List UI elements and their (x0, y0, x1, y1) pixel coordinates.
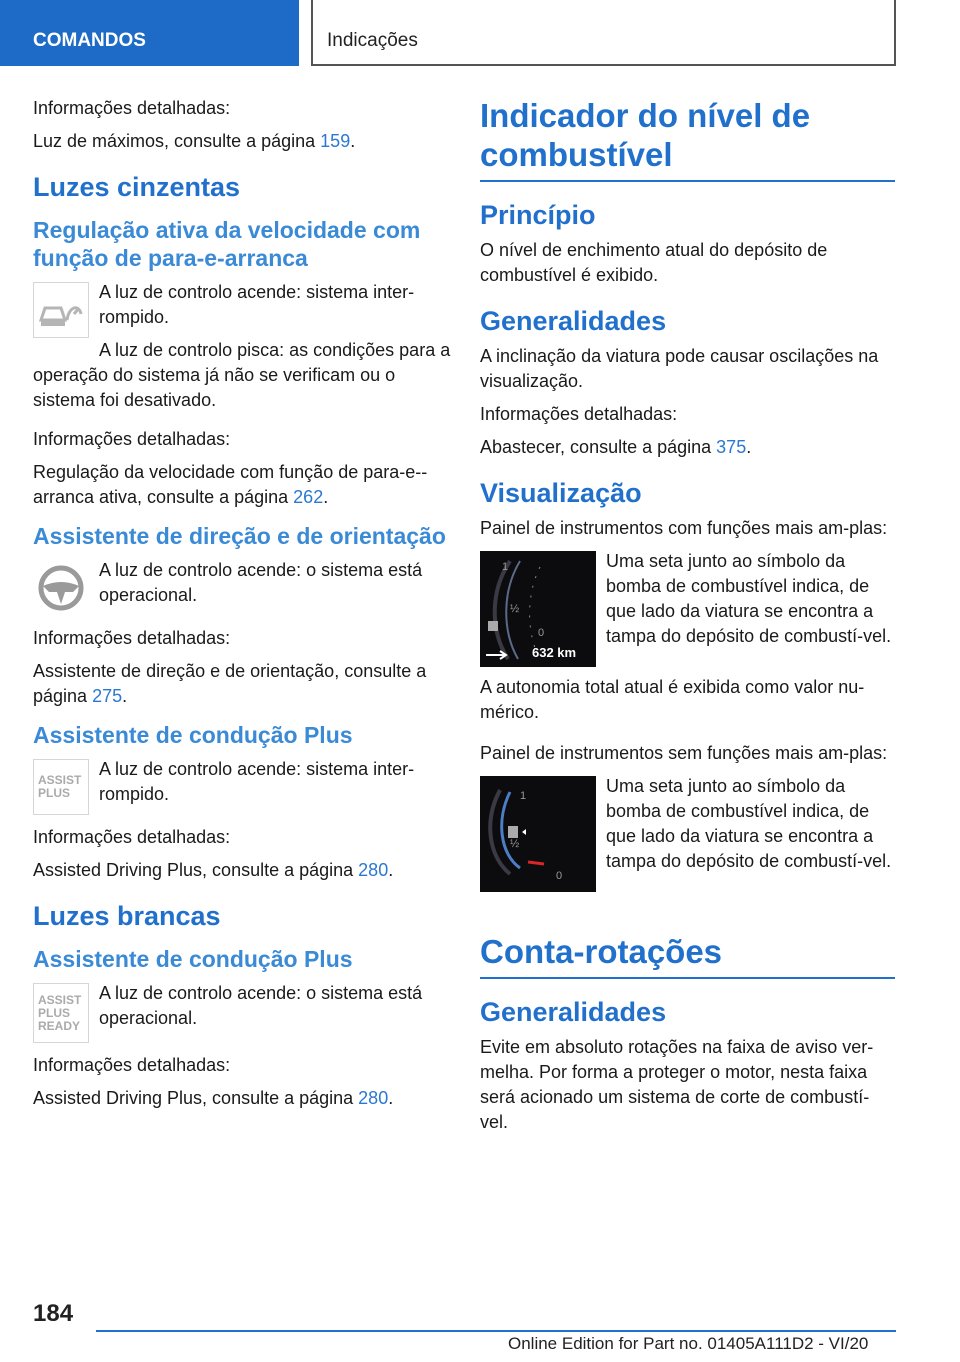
tachometer-text: Evite em absoluto rotações na faixa de aviso ver-melha. Por forma a proteger o motor, nesta faixa será acionado um sistema de corte de combustí-vel. (480, 1037, 874, 1132)
steering-info: Informações detalhadas: (33, 628, 231, 648)
steering-assist-text: A luz de controlo acende: o sistema está operacional. (99, 560, 423, 605)
gauge-full-label: 1 (520, 790, 527, 802)
general-title: Generalidades (480, 306, 667, 336)
assist-plus-white-ref: Assisted Driving Plus, consulte a página 280. (33, 1088, 394, 1108)
gauge-half-label: ½ (510, 838, 520, 850)
page-header (0, 0, 960, 66)
range-text: A autonomia total atual é exibida como valor nu-mérico. (480, 677, 865, 722)
assist-plus-white-text: A luz de controlo acende: o sistema está operacional. (99, 983, 423, 1028)
assist-plus-info: Informações detalhadas: (33, 827, 231, 847)
steering-wheel-icon (33, 560, 89, 616)
white-lights-title: Luzes brancas (33, 901, 221, 931)
assist-plus-ready-icon: ASSIST PLUS READY (33, 983, 89, 1043)
acc-info: Informações detalhadas: (33, 429, 231, 449)
page-link[interactable]: 262 (293, 487, 324, 507)
acc-title: Regulação ativa da velocidade com função de para-e-arranca (33, 217, 421, 271)
page-number: 184 (33, 1300, 74, 1327)
left-column (33, 96, 453, 1119)
acc-stop-go-icon (33, 282, 89, 338)
acc-text-1: A luz de controlo acende: sistema inter-rompido. (99, 282, 415, 327)
steering-ref: Assistente de direção e de orientação, consulte a página 275. (33, 661, 427, 706)
gauge-empty-label: 0 (556, 870, 563, 882)
general-info: Informações detalhadas: (480, 404, 678, 424)
assist-plus-white-title: Assistente de condução Plus (33, 946, 353, 972)
steering-assist-title: Assistente de direção e de orientação (33, 523, 446, 549)
assist-plus-ref: Assisted Driving Plus, consulte a página 280. (33, 860, 394, 880)
display-text-1: Painel de instrumentos com funções mais am-plas: (480, 518, 888, 538)
range-readout: 632 km (532, 645, 577, 660)
gauge-empty-label: 0 (538, 627, 545, 639)
gauge-half-label: ½ (510, 603, 520, 615)
acc-ref: Regulação da velocidade com função de para-e--arranca ativa, consulte a página 262. (33, 462, 428, 507)
tachometer-title: Conta-rotações (480, 932, 895, 979)
acc-text-2: A luz de controlo pisca: as condições para a operação do sistema já não se verificam ou o sistema foi desativado. (33, 340, 451, 410)
display-title: Visualização (480, 478, 642, 508)
arrow-text-1: Uma seta junto ao símbolo da bomba de combustível indica, de que lado da viatura se encontra a tampa do depósito de combustí-vel. (606, 551, 892, 646)
right-column (480, 96, 895, 1143)
arrow-text-2: Uma seta junto ao símbolo da bomba de combustível indica, de que lado da viatura se encontra a tampa do depósito de combustí-vel. (606, 776, 892, 871)
fuel-gauge-title: Indicador do nível de combustível (480, 96, 895, 182)
section-title: Indicações (311, 0, 896, 66)
grey-lights-title: Luzes cinzentas (33, 172, 241, 202)
fuel-gauge-extended-image (480, 551, 596, 667)
page-link[interactable]: 280 (358, 860, 389, 880)
assist-plus-title: Assistente de condução Plus (33, 722, 353, 748)
assist-plus-white-info: Informações detalhadas: (33, 1055, 231, 1075)
general-text: A inclinação da viatura pode causar oscilações na visualização. (480, 346, 879, 391)
page-link[interactable]: 375 (716, 437, 747, 457)
fuel-gauge-standard-image (480, 776, 596, 892)
gauge-full-label: 1 (502, 561, 509, 573)
intro-info: Informações detalhadas: (33, 98, 231, 118)
page-link[interactable]: 280 (358, 1088, 389, 1108)
chapter-tab: COMANDOS (0, 0, 299, 66)
principle-title: Princípio (480, 200, 596, 230)
footer-divider (96, 1330, 896, 1332)
assist-plus-icon: ASSIST PLUS (33, 759, 89, 815)
principle-text: O nível de enchimento atual do depósito de combustível é exibido. (480, 240, 828, 285)
general-ref: Abastecer, consulte a página 375. (480, 437, 752, 457)
intro-ref: Luz de máximos, consulte a página 159. (33, 131, 356, 151)
edition-note: Online Edition for Part no. 01405A111D2 - VI/20 (508, 1334, 869, 1353)
page-link[interactable]: 159 (320, 131, 351, 151)
display-text-2: Painel de instrumentos sem funções mais am-plas: (480, 743, 888, 763)
page-link[interactable]: 275 (92, 686, 123, 706)
assist-plus-text: A luz de controlo acende: sistema inter-rompido. (99, 759, 415, 804)
tachometer-general-title: Generalidades (480, 997, 667, 1027)
